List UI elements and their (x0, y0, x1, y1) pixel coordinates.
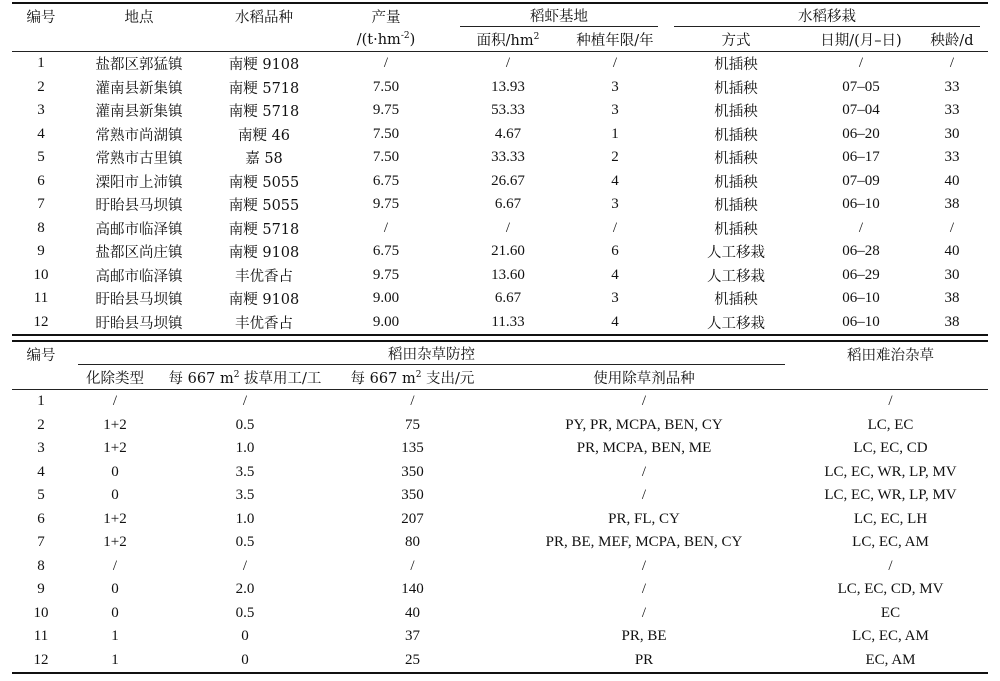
cell-years: 3 (611, 78, 619, 95)
table-row (12, 508, 988, 532)
cell-labor: 0.5 (235, 604, 255, 621)
cell-date: 06–28 (842, 243, 880, 260)
cell-no: 11 (33, 628, 49, 645)
table-row (12, 484, 988, 508)
cell-age: / (949, 55, 955, 72)
cell-area: 13.93 (491, 78, 525, 95)
cell-type: 1+2 (103, 510, 127, 527)
cell-cost: 350 (401, 463, 424, 480)
header-age: 秧龄/d (916, 28, 988, 52)
cell-no: 9 (37, 243, 45, 260)
cell-age: 38 (916, 311, 988, 336)
cell-location: 盱眙县马坝镇 (70, 311, 208, 336)
cell-cost: 140 (401, 581, 424, 598)
cell-method: 机插秧 (714, 292, 758, 309)
cell-yield: 9.75 (372, 266, 400, 283)
header-no: 编号 (12, 3, 70, 28)
table-row (12, 531, 988, 555)
cell-years: 1 (611, 125, 619, 142)
cell-years: 3 (611, 196, 619, 213)
cell-herbicides: / (641, 581, 647, 598)
area-unit-text: 面积/hm (476, 33, 534, 49)
cell-cost: 350 (401, 487, 424, 504)
table-row (12, 578, 988, 602)
cell-variety: 丰优香占 (208, 311, 320, 336)
cell-labor: / (242, 557, 248, 574)
cell-type: 0 (111, 604, 119, 621)
cell-no: 10 (33, 266, 49, 283)
cell-years: 4 (564, 311, 666, 336)
cell-years: 6 (611, 243, 619, 260)
cell-herbicides: PR, MCPA, BEN, ME (576, 440, 712, 457)
cell-age: 33 (944, 149, 960, 166)
cell-area: 53.33 (491, 102, 525, 119)
cell-weeds: LC, EC, AM (852, 628, 929, 645)
table-row (12, 52, 988, 76)
cell-method: 机插秧 (714, 104, 758, 121)
table-row (12, 311, 988, 336)
cell-herbicides: / (641, 557, 647, 574)
cell-yield: / (383, 219, 389, 236)
cell-age: 38 (944, 290, 960, 307)
cell-variety: 丰优香占 (235, 268, 293, 285)
cell-location: 盐都区尚庄镇 (95, 245, 183, 262)
table-row (12, 390, 988, 414)
header2-herbicides: 使用除草剂品种 (495, 366, 793, 390)
cell-method: 机插秧 (714, 198, 758, 215)
cell-years: 4 (611, 172, 619, 189)
header-transplant-label: 水稻移栽 (798, 9, 857, 25)
cell-years: 2 (611, 149, 619, 166)
cell-yield: 9.75 (372, 196, 400, 213)
cell-date: 06–29 (842, 266, 880, 283)
header-location-sub (70, 28, 208, 52)
cell-yield: 7.50 (372, 125, 400, 142)
cell-age: 40 (944, 243, 960, 260)
cell-date: 07–04 (842, 102, 880, 119)
cell-type: 1+2 (103, 440, 127, 457)
cell-cost: 40 (405, 604, 420, 621)
cell-weeds: LC, EC, WR, LP, MV (824, 463, 957, 480)
cell-method: 人工移栽 (666, 311, 806, 336)
cell-location: 常熟市古里镇 (95, 151, 183, 168)
cell-no: 2 (37, 78, 45, 95)
cell-herbicides: / (641, 393, 647, 410)
cell-method: 人工移栽 (707, 268, 765, 285)
header2-weed-type: 化除类型 (70, 366, 160, 390)
cell-years: / (612, 55, 618, 72)
cell-type: 1+2 (103, 534, 127, 551)
cell-yield: 9.00 (320, 311, 452, 336)
cell-no: 6 (37, 172, 45, 189)
cell-no: 5 (37, 149, 45, 166)
cell-variety: 南粳 5055 (228, 198, 300, 215)
yield-unit-sup: -2 (400, 30, 410, 41)
cell-age: 40 (944, 172, 960, 189)
cell-weeds: LC, EC, AM (852, 534, 929, 551)
cell-yield: 9.75 (372, 102, 400, 119)
cell-location: 高邮市临泽镇 (95, 268, 183, 285)
header2-hard-weeds: 稻田难治杂草 (793, 341, 988, 366)
cell-age: 30 (944, 125, 960, 142)
table-row (12, 287, 988, 311)
table-row (12, 123, 988, 147)
table-row (12, 99, 988, 123)
cell-variety: 南粳 5718 (228, 104, 300, 121)
cell-cost: 80 (405, 534, 420, 551)
cell-age: 33 (944, 102, 960, 119)
cell-cost: 135 (401, 440, 424, 457)
table-row (12, 193, 988, 217)
table-row (12, 146, 988, 170)
table-row (12, 217, 988, 241)
header-method: 方式 (666, 28, 806, 52)
cell-labor: 3.5 (235, 463, 255, 480)
cell-cost: 25 (330, 649, 495, 674)
cell-cost: 37 (405, 628, 420, 645)
cell-cost: / (410, 393, 415, 410)
cell-labor: 0 (160, 649, 330, 674)
header-shrimp-base-label: 稻虾基地 (530, 9, 588, 25)
header-location: 地点 (70, 3, 208, 28)
cell-cost: 207 (401, 510, 424, 527)
table-row (12, 76, 988, 100)
cell-area: 21.60 (491, 243, 525, 260)
cell-no: 6 (37, 510, 45, 527)
cell-no: 11 (33, 290, 49, 307)
cell-years: 3 (611, 102, 619, 119)
cell-age: 33 (944, 78, 960, 95)
cell-herbicides: PR (495, 649, 793, 674)
header-transplant (666, 3, 988, 28)
header-shrimp-base (452, 3, 666, 28)
cell-no: 7 (37, 196, 45, 213)
header-variety: 水稻品种 (208, 3, 320, 28)
cell-years: 4 (611, 266, 619, 283)
cell-type: 0 (111, 487, 119, 504)
cell-area: 13.60 (491, 266, 525, 283)
cell-variety: 南粳 46 (237, 127, 291, 144)
cell-weeds: LC, EC, WR, LP, MV (824, 487, 957, 504)
cell-no: 12 (12, 311, 70, 336)
cell-method: 机插秧 (714, 221, 758, 238)
cell-date: 07–09 (842, 172, 880, 189)
cell-type: 1 (111, 628, 119, 645)
header2-hard-weeds-sub (793, 366, 988, 390)
cell-labor: 3.5 (235, 487, 255, 504)
cost-text: 每 667 m (350, 371, 416, 387)
cell-yield: 6.75 (372, 172, 400, 189)
weed-control-table (12, 340, 988, 674)
table-row (12, 437, 988, 461)
cell-no: 9 (37, 581, 45, 598)
cell-years: 3 (611, 290, 619, 307)
cell-area: 6.67 (494, 196, 522, 213)
cell-no: 10 (33, 604, 49, 621)
cell-location: 灌南县新集镇 (95, 80, 183, 97)
cell-herbicides: / (641, 463, 647, 480)
table-row (12, 555, 988, 579)
cell-age: 38 (944, 196, 960, 213)
cell-area: 11.33 (452, 311, 564, 336)
cell-yield: 9.00 (372, 290, 400, 307)
cell-herbicides: / (641, 487, 647, 504)
header-date: 日期/(月–日) (806, 28, 916, 52)
labor-text: 每 667 m (168, 371, 234, 387)
cell-type: 0 (111, 463, 119, 480)
cell-type: 1+2 (103, 416, 127, 433)
cell-date: / (858, 55, 864, 72)
cell-location: 灌南县新集镇 (95, 104, 183, 121)
cell-no: 8 (37, 219, 45, 236)
cell-area: 33.33 (491, 149, 525, 166)
header-yield-unit (320, 28, 452, 52)
cell-age: 30 (944, 266, 960, 283)
cell-area: 4.67 (494, 125, 522, 142)
cell-labor: 0.5 (235, 534, 255, 551)
table-row (12, 264, 988, 288)
cell-cost: / (410, 557, 415, 574)
header2-labor (160, 366, 330, 390)
cell-method: 机插秧 (714, 80, 758, 97)
cell-location: 盐都区郭猛镇 (95, 57, 183, 74)
table-row (12, 461, 988, 485)
header2-weed-control (70, 341, 793, 366)
table-row (12, 240, 988, 264)
cell-area: / (505, 219, 511, 236)
cell-no: 4 (37, 463, 45, 480)
cell-no: 8 (37, 557, 45, 574)
cell-herbicides: / (641, 604, 647, 621)
cell-date: 06–10 (842, 196, 880, 213)
header2-cost (330, 366, 495, 390)
cell-no: 1 (37, 393, 45, 410)
cell-type: / (112, 393, 118, 410)
cell-location: 盱眙县马坝镇 (95, 292, 183, 309)
cell-area: 6.67 (494, 290, 522, 307)
cell-variety: 嘉 58 (245, 151, 283, 168)
table-row (12, 170, 988, 194)
table-row (12, 414, 988, 438)
cell-area: / (505, 55, 511, 72)
header-years: 种植年限/年 (564, 28, 666, 52)
cell-type: 0 (111, 581, 119, 598)
cell-no: 2 (37, 416, 45, 433)
cell-method: 机插秧 (714, 174, 758, 191)
cell-method: 机插秧 (714, 127, 758, 144)
cell-location: 高邮市临泽镇 (95, 221, 183, 238)
cell-variety: 南粳 9108 (228, 292, 300, 309)
cell-date: / (858, 219, 864, 236)
cell-location: 盱眙县马坝镇 (95, 198, 183, 215)
cell-no: 12 (12, 649, 70, 674)
cell-labor: 0 (241, 628, 249, 645)
area-unit-sup: 2 (533, 32, 540, 43)
cell-method: 机插秧 (714, 57, 758, 74)
cell-date: 07–05 (842, 78, 880, 95)
cell-no: 3 (37, 102, 45, 119)
cell-variety: 南粳 9108 (228, 245, 300, 262)
header-area (452, 28, 564, 52)
cell-herbicides: PR, BE (621, 628, 667, 645)
cell-labor: 2.0 (235, 581, 255, 598)
cell-herbicides: PR, BE, MEF, MCPA, BEN, CY (545, 534, 743, 551)
cell-weeds: LC, EC, CD (853, 440, 928, 457)
cell-years: / (612, 219, 618, 236)
rice-shrimp-base-table (12, 2, 988, 336)
cell-no: 5 (37, 487, 45, 504)
table-row (12, 649, 988, 674)
header2-no: 编号 (12, 341, 70, 366)
cell-labor: 1.0 (235, 440, 255, 457)
cell-location: 溧阳市上沛镇 (95, 174, 183, 191)
cell-variety: 南粳 9108 (228, 57, 300, 74)
header2-weed-control-label: 稻田杂草防控 (388, 347, 475, 363)
yield-unit-close: ) (409, 31, 416, 48)
cell-area: 26.67 (491, 172, 525, 189)
header-yield: 产量 (320, 3, 452, 28)
cell-yield: 7.50 (372, 149, 400, 166)
cell-no: 1 (37, 55, 45, 72)
cost-tail: 支出/元 (421, 371, 475, 387)
cell-type: / (112, 557, 118, 574)
yield-unit-text: /(t·hm (356, 31, 401, 48)
cell-variety: 南粳 5718 (228, 221, 300, 238)
header-no-sub (12, 28, 70, 52)
table-row (12, 625, 988, 649)
cell-location: 常熟市尚湖镇 (95, 127, 183, 144)
cell-labor: 0.5 (235, 416, 255, 433)
cost-sup: 2 (415, 370, 422, 381)
cell-no: 7 (37, 534, 45, 551)
cell-no: 3 (37, 440, 45, 457)
header2-no-sub (12, 366, 70, 390)
cell-variety: 南粳 5055 (228, 174, 300, 191)
cell-weeds: LC, EC, CD, MV (837, 581, 944, 598)
cell-date: 06–10 (806, 311, 916, 336)
cell-variety: 南粳 5718 (228, 80, 300, 97)
cell-date: 06–17 (842, 149, 880, 166)
cell-weeds: / (888, 557, 893, 574)
cell-date: 06–20 (842, 125, 880, 142)
table1-body (12, 52, 988, 336)
cell-date: 06–10 (842, 290, 880, 307)
labor-tail: 拔草用工/工 (239, 371, 322, 387)
cell-method: 机插秧 (714, 151, 758, 168)
labor-sup: 2 (233, 370, 240, 381)
cell-no: 4 (37, 125, 45, 142)
cell-weeds: / (888, 393, 893, 410)
cell-age: / (949, 219, 955, 236)
header-variety-sub (208, 28, 320, 52)
cell-weeds: LC, EC (867, 416, 914, 433)
cell-weeds: EC, AM (793, 649, 988, 674)
cell-yield: / (383, 55, 389, 72)
cell-weeds: EC (880, 604, 901, 621)
cell-labor: 1.0 (235, 510, 255, 527)
table2-body (12, 390, 988, 674)
cell-cost: 75 (405, 416, 420, 433)
cell-yield: 7.50 (372, 78, 400, 95)
cell-type: 1 (70, 649, 160, 674)
table-row (12, 602, 988, 626)
cell-labor: / (242, 393, 248, 410)
cell-herbicides: PR, FL, CY (608, 510, 680, 527)
cell-weeds: LC, EC, LH (853, 510, 928, 527)
cell-yield: 6.75 (372, 243, 400, 260)
cell-herbicides: PY, PR, MCPA, BEN, CY (565, 416, 723, 433)
cell-method: 人工移栽 (707, 245, 765, 262)
